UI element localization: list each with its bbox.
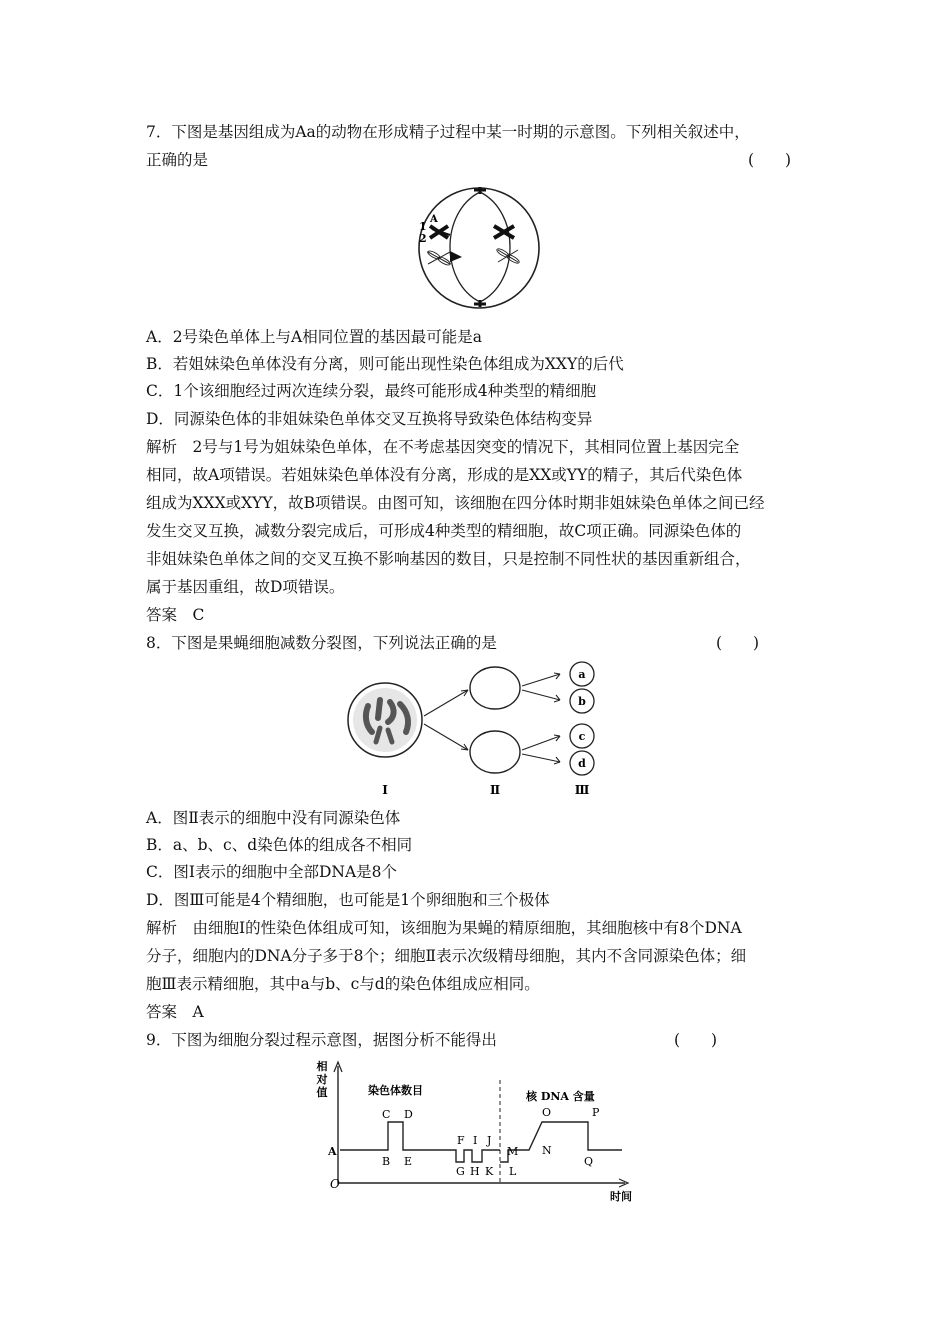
q9-answer-bracket: ( ) <box>674 1031 718 1049</box>
q9-division-graph <box>310 1058 640 1208</box>
q7-answer: 答案 C <box>146 606 205 624</box>
q9-point-b2: B <box>382 1155 391 1168</box>
q9-point-e: E <box>404 1155 413 1168</box>
q9-ytick-a: A <box>328 1145 337 1158</box>
q9-point-g: G <box>456 1165 465 1178</box>
q9-point-l: L <box>509 1165 517 1178</box>
q7-option-b: B．若姐妹染色单体没有分离，则可能出现性染色体组成为XXY的后代 <box>146 355 624 373</box>
q7-analysis-line2: 相同，故A项错误。若姐妹染色单体没有分离，形成的是XX或YY的精子，其后代染色体 <box>146 466 743 484</box>
q9-point-h: H <box>470 1165 480 1178</box>
q8-answer: 答案 A <box>146 1003 204 1021</box>
q9-point-m: M <box>507 1145 519 1158</box>
q9-point-f: F <box>457 1134 465 1147</box>
q8-stage-2-label: Ⅱ <box>489 783 501 797</box>
q8-analysis-line3: 胞Ⅲ表示精细胞，其中a与b、c与d的染色体组成应相同。 <box>146 975 540 993</box>
q9-point-i: I <box>473 1134 478 1147</box>
q7-analysis-line3: 组成为XXX或XYY，故B项错误。由图可知，该细胞在四分体时期非姐妹染色单体之间已经 <box>146 494 765 512</box>
q8-cell-c-label: c <box>578 730 586 743</box>
q9-point-j: J <box>487 1134 492 1147</box>
q7-analysis-line4: 发生交叉互换，减数分裂完成后，可形成4种类型的精细胞，故C项正确。同源染色体的 <box>146 522 742 540</box>
q9-origin: O <box>330 1177 340 1191</box>
q9-stem: 9．下图为细胞分裂过程示意图，据图分析不能得出 <box>146 1031 497 1049</box>
q8-stage-1-label: Ⅰ <box>382 783 388 797</box>
q7-analysis-line5: 非姐妹染色单体之间的交叉互换不影响基因的数目，只是控制不同性状的基因重新组合， <box>146 550 751 568</box>
q9-point-d: D <box>404 1108 413 1121</box>
q7-answer-bracket: ( ) <box>748 151 792 169</box>
q9-ylabel-2: 对 <box>316 1073 328 1086</box>
q7-analysis-line1: 解析 2号与1号为姐妹染色单体，在不考虑基因突变的情况下，其相同位置上基因完全 <box>146 438 740 456</box>
q7-stem-line2: 正确的是 <box>146 151 209 169</box>
q9-ylabel-3: 值 <box>316 1086 328 1099</box>
q7-option-a: A．2号染色单体上与A相同位置的基因最可能是a <box>146 328 482 346</box>
q9-xlabel: 时间 <box>610 1190 632 1203</box>
q8-option-a: A．图Ⅱ表示的细胞中没有同源染色体 <box>146 809 401 827</box>
q7-cell-figure <box>410 182 550 310</box>
q9-point-q: Q <box>584 1155 594 1168</box>
q8-analysis-line2: 分子，细胞内的DNA分子多于8个；细胞Ⅱ表示次级精母细胞，其内不含同源染色体；细 <box>146 947 747 965</box>
q7-label-a: A <box>430 214 438 225</box>
q8-option-d: D．图Ⅲ可能是4个精细胞，也可能是1个卵细胞和三个极体 <box>146 891 550 909</box>
q8-stem: 8．下图是果蝇细胞减数分裂图，下列说法正确的是 <box>146 634 497 652</box>
q8-cell-d-label: d <box>578 757 586 770</box>
q8-option-c: C．图Ⅰ表示的细胞中全部DNA是8个 <box>146 863 398 881</box>
q9-point-b: C <box>382 1108 391 1121</box>
q8-cell-b-label: b <box>578 695 586 708</box>
q7-analysis-line6: 属于基因重组，故D项错误。 <box>146 578 345 596</box>
q8-option-b: B．a、b、c、d染色体的组成各不相同 <box>146 836 413 854</box>
q7-option-c: C．1个该细胞经过两次连续分裂，最终可能形成4种类型的精细胞 <box>146 382 597 400</box>
q8-stage-3-label: Ⅲ <box>574 783 590 797</box>
q7-option-d: D．同源染色体的非姐妹染色单体交叉互换将导致染色体结构变异 <box>146 410 593 428</box>
q7-label-1: 1 <box>419 220 427 233</box>
q9-point-n: N <box>542 1144 552 1157</box>
q7-label-2: 2 <box>419 232 427 245</box>
q9-point-p: P <box>592 1106 600 1119</box>
q8-answer-bracket: ( ) <box>716 634 760 652</box>
q9-left-title: 染色体数目 <box>368 1084 423 1097</box>
q8-meiosis-figure <box>340 660 610 800</box>
q9-right-title: 核 DNA 含量 <box>526 1090 595 1103</box>
q9-ylabel-1: 相 <box>316 1060 328 1073</box>
q9-point-k: K <box>485 1165 494 1178</box>
q7-stem-line1: 7．下图是基因组成为Aa的动物在形成精子过程中某一时期的示意图。下列相关叙述中， <box>146 123 750 141</box>
q9-point-o: O <box>542 1106 552 1119</box>
q8-cell-a-label: a <box>578 668 586 681</box>
q8-analysis-line1: 解析 由细胞Ⅰ的性染色体组成可知，该细胞为果蝇的精原细胞，其细胞核中有8个DNA <box>146 919 742 937</box>
